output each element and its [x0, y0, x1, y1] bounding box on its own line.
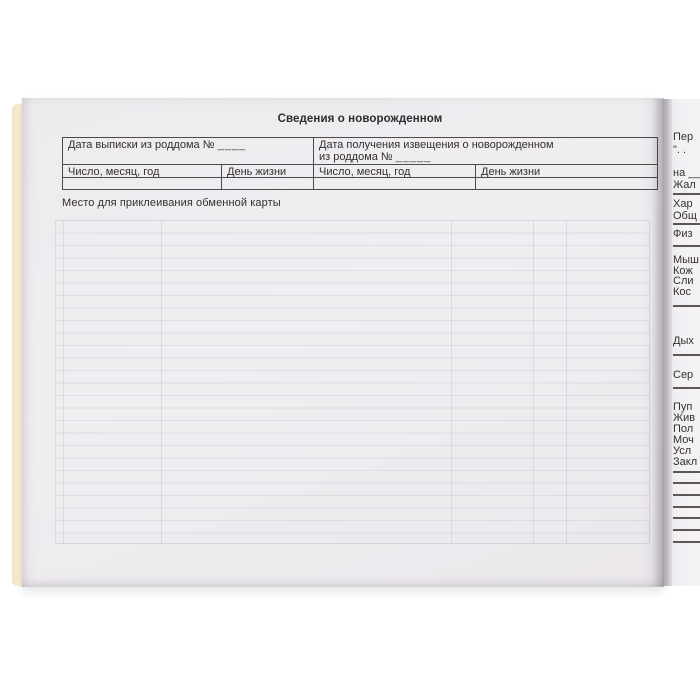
ruled-line — [673, 482, 700, 484]
right-page-text-fragment: Жив — [673, 412, 696, 424]
right-page-text-fragment: Моч — [673, 434, 694, 446]
table-row — [63, 138, 657, 164]
ruled-line — [673, 223, 700, 225]
right-page-text-fragment: Общ — [673, 210, 697, 222]
table-empty-row — [63, 177, 657, 189]
right-page-text-fragment: Хар — [673, 198, 693, 210]
right-page-text-fragment: Сли — [673, 275, 694, 287]
notice-label-line2: из роддома № — [319, 151, 393, 163]
ruled-line — [673, 506, 700, 508]
right-page-text-fragment: Пуп — [673, 401, 693, 413]
right-page-text-fragment: Закл — [673, 456, 698, 468]
newborn-info-table — [62, 137, 658, 190]
empty-cell — [313, 178, 475, 189]
right-page-text-fragment: Пол — [673, 423, 694, 435]
show-through-gridline — [451, 221, 452, 543]
show-through-gridline — [566, 221, 567, 543]
table-cell-notice-date — [313, 138, 657, 164]
empty-cell — [475, 178, 657, 189]
notice-blank: _____ — [395, 151, 432, 163]
discharge-label: Дата выписки из роддома № — [68, 139, 215, 151]
ruled-line — [673, 193, 700, 195]
column-header-dayoflife-2: День жизни — [475, 165, 657, 177]
ruled-line — [673, 494, 700, 496]
right-page-text-fragment: Усл — [673, 445, 692, 457]
ruled-line — [673, 529, 700, 531]
right-page-text-fragment: Кос — [673, 286, 692, 298]
ruled-line — [673, 541, 700, 543]
ruled-line — [673, 354, 700, 356]
right-page — [664, 99, 700, 586]
right-page-text-fragment: Сер — [673, 369, 694, 381]
table-cell-discharge-date — [63, 138, 313, 164]
empty-cell — [63, 178, 221, 189]
page-title: Сведения о новорожденном — [277, 113, 443, 125]
show-through-grid — [55, 220, 650, 544]
right-page-text-fragment: на __ — [673, 167, 700, 179]
column-header-dayoflife-1: День жизни — [221, 165, 313, 177]
discharge-blank: ____ — [217, 139, 247, 151]
right-page-text-fragment: Пер — [673, 131, 694, 143]
ruled-line — [673, 387, 700, 389]
right-page-text-fragment: Физ — [673, 228, 693, 240]
right-page-text-fragment: Мыш — [673, 254, 699, 266]
table-header-row — [63, 164, 657, 177]
column-header-date-2: Число, месяц, год — [313, 165, 475, 177]
notice-label-line1: Дата получения извещения о новорожденном — [319, 139, 554, 151]
ruled-line — [673, 305, 700, 307]
ruled-line — [673, 471, 700, 473]
show-through-gridline — [161, 221, 162, 543]
paste-area-label: Место для приклеивания обменной карты — [62, 197, 281, 209]
empty-cell — [221, 178, 313, 189]
show-through-gridline — [533, 221, 534, 543]
right-page-text-fragment: ". . — [673, 144, 687, 156]
right-page-text-fragment: Дых — [673, 335, 694, 347]
column-header-date-1: Число, месяц, год — [68, 166, 160, 177]
ruled-line — [673, 245, 700, 247]
show-through-gridline — [63, 221, 64, 543]
left-page — [22, 98, 664, 587]
right-page-text-fragment: Кож — [673, 265, 693, 277]
right-page-text-fragment: Жал — [673, 179, 696, 191]
ruled-line — [673, 517, 700, 519]
